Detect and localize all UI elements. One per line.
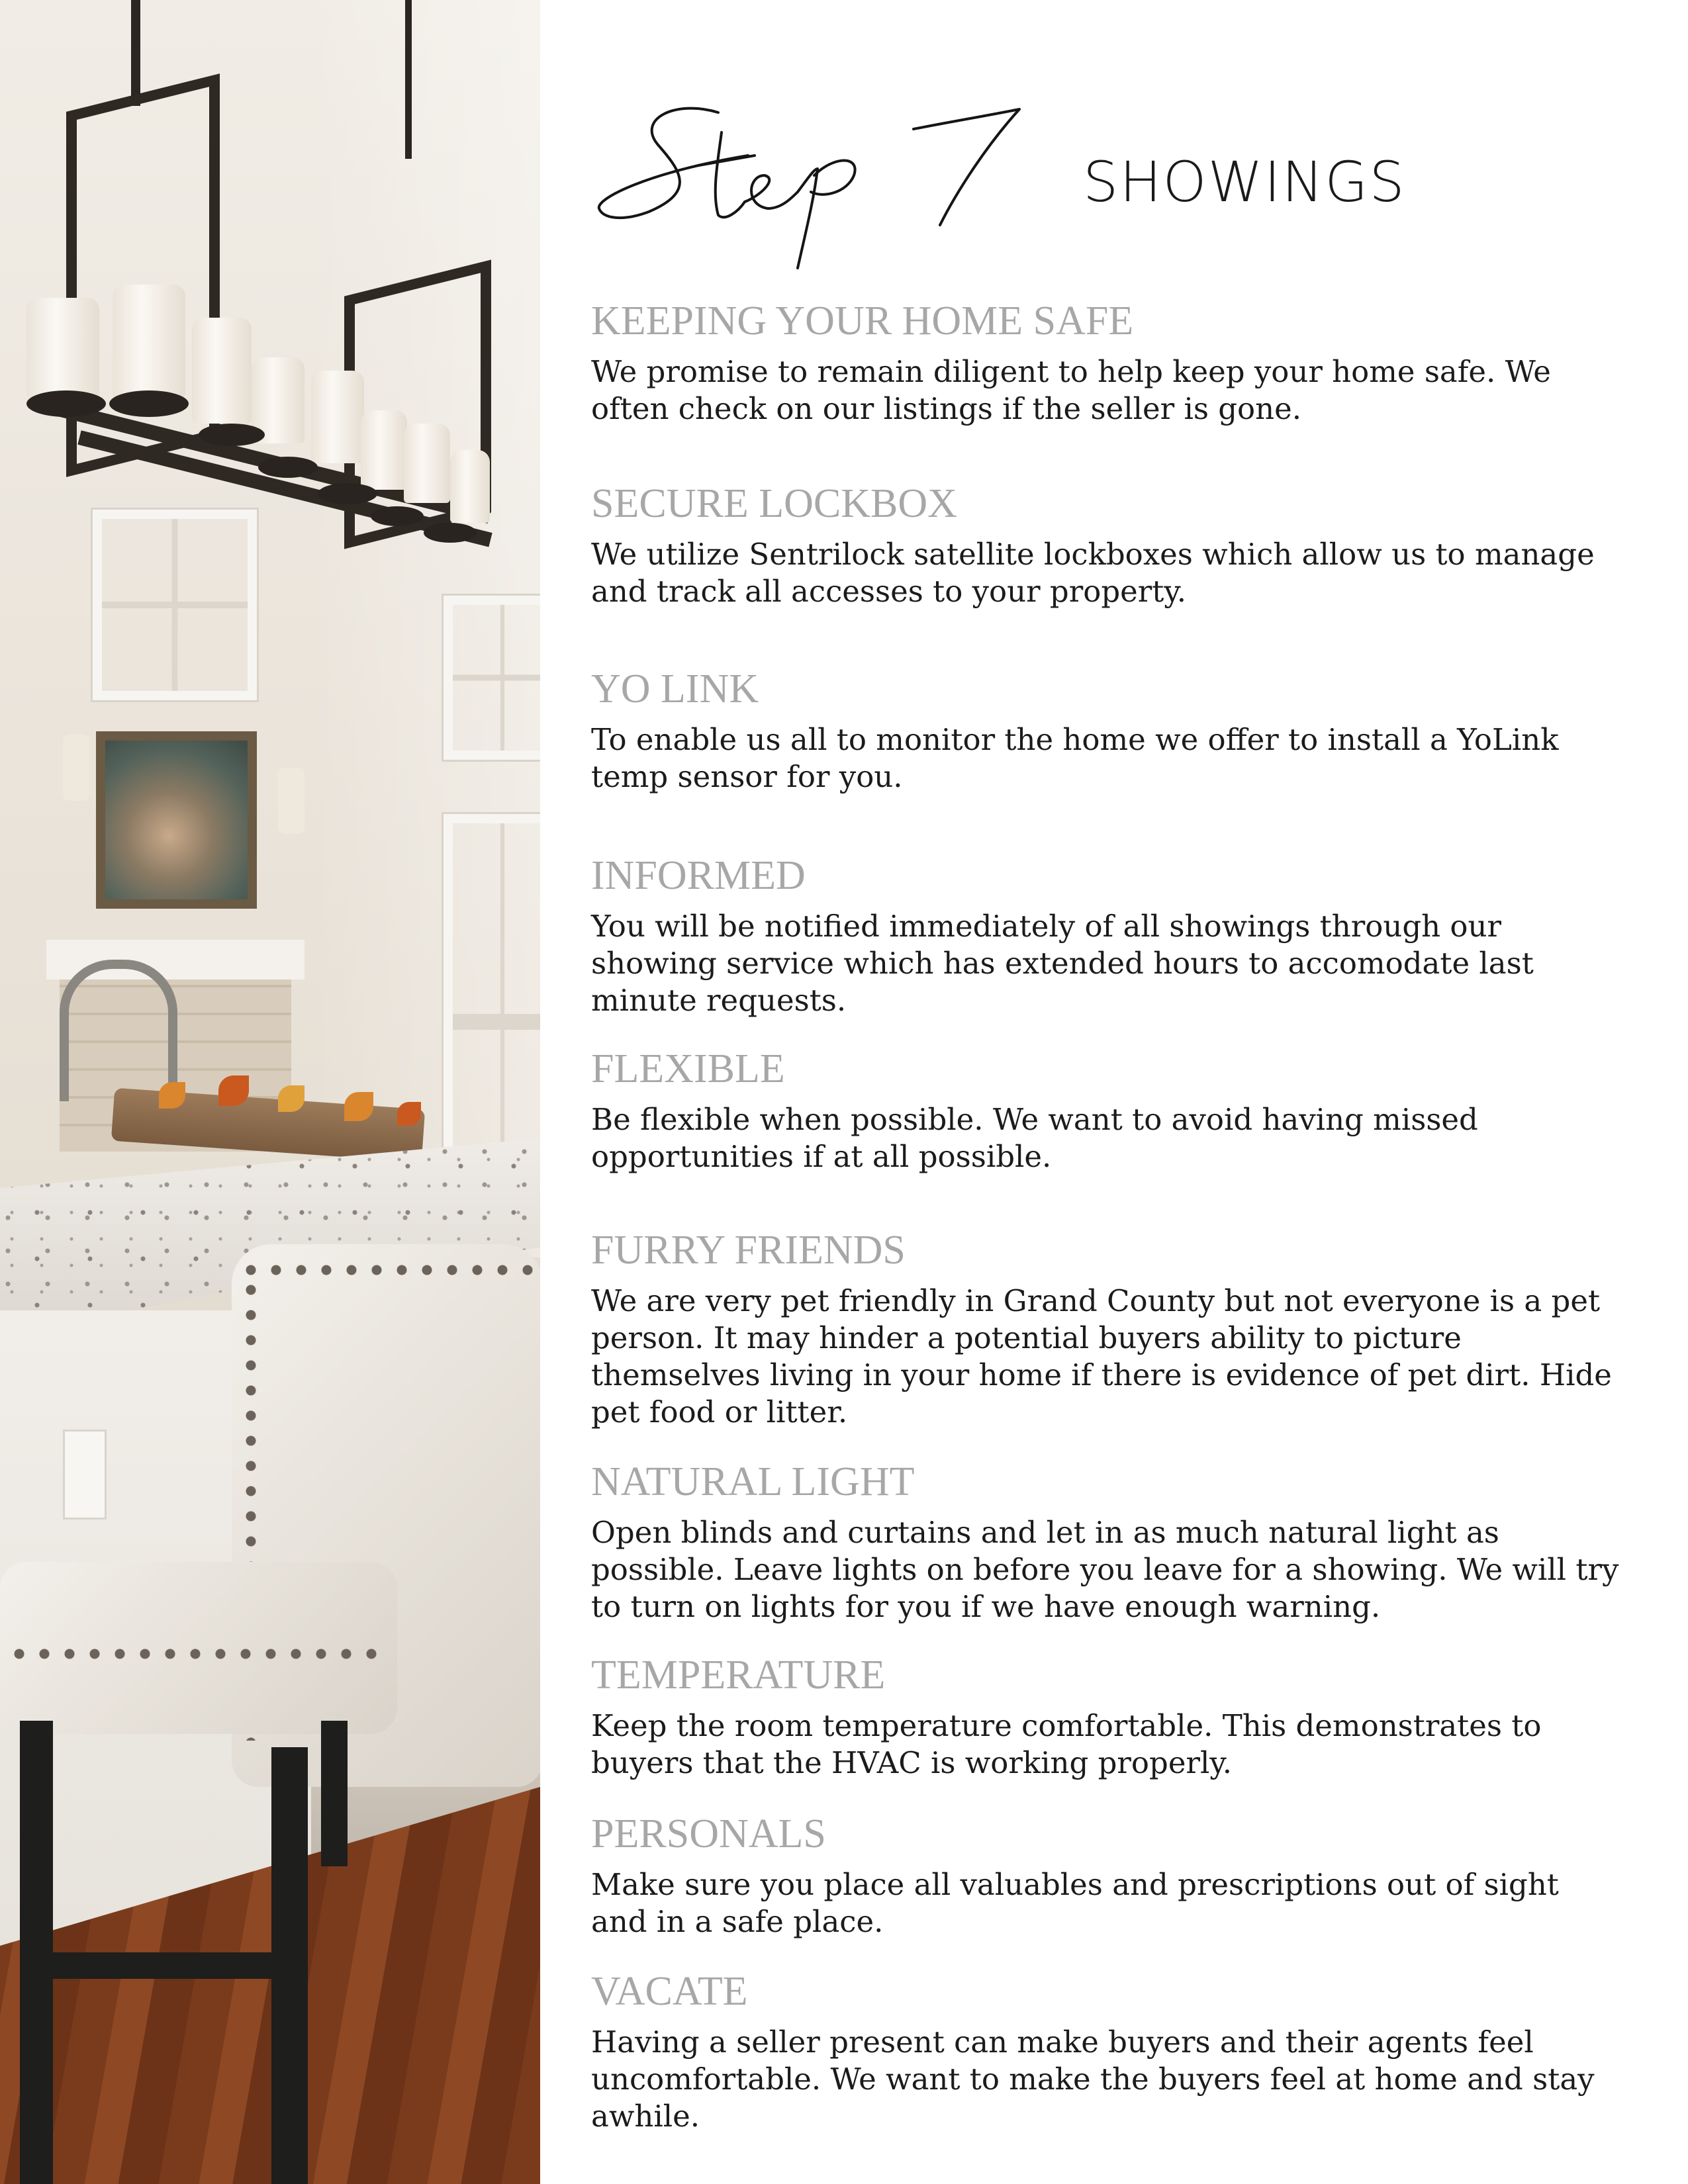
section-heading: SECURE LOCKBOX — [591, 481, 957, 526]
section-body: To enable us all to monitor the home we offer to install a YoLink temp sensor for you. — [591, 722, 1559, 794]
candle — [404, 424, 450, 503]
candle-cup — [318, 483, 377, 504]
section-body: Having a seller present can make buyers and their agents feel uncomfortable. We want to make the buyers feel at home and stay awhile. — [591, 2025, 1595, 2134]
section-heading: PERSONALS — [591, 1811, 826, 1856]
leaf — [397, 1102, 421, 1126]
leaf — [278, 1085, 305, 1112]
section-body: Open blinds and curtains and let in as much natural light as possible. Leave lights on before you leave for a showing. We will try to turn on lights for you if we have enough warning. — [591, 1515, 1619, 1624]
section-temperature — [591, 1652, 1624, 1782]
section-secure-lockbox — [591, 480, 1624, 610]
section-body: Make sure you place all valuables and prescriptions out of sight and in a safe place. — [591, 1867, 1559, 1939]
leaf — [344, 1092, 373, 1121]
wall-sconce-right — [278, 768, 305, 834]
upper-window-left — [93, 510, 257, 700]
candle — [361, 410, 407, 490]
section-heading: VACATE — [591, 1969, 748, 2014]
section-flexible — [591, 1046, 1624, 1175]
section-body: We promise to remain diligent to help keep your home safe. We often check on our listings if the seller is gone. — [591, 354, 1551, 426]
chandelier-chain — [405, 0, 412, 159]
chair-stretcher — [40, 1952, 291, 1979]
candle — [113, 285, 185, 397]
section-body: We utilize Sentrilock satellite lockboxes which allow us to manage and track all accesses to your property. — [591, 537, 1595, 609]
section-natural-light — [591, 1459, 1624, 1625]
candle — [450, 450, 490, 523]
upper-window-right — [444, 596, 540, 760]
section-heading: YO LINK — [591, 666, 759, 711]
candle-cup — [199, 424, 265, 446]
candle — [26, 298, 99, 397]
page-header — [596, 93, 1456, 291]
section-body: You will be notified immediately of all showings through our showing service which has extended hours to accomodate last minute requests. — [591, 909, 1534, 1018]
candle-cup — [424, 523, 477, 543]
section-body: Be flexible when possible. We want to avoid having missed opportunities if at all possible. — [591, 1102, 1478, 1174]
leaf — [218, 1075, 249, 1106]
section-body: Keep the room temperature comfortable. This demonstrates to buyers that the HVAC is working properly. — [591, 1708, 1542, 1780]
chair-studs-top — [238, 1257, 536, 1283]
candle-cup — [371, 506, 424, 526]
kitchen-photo — [0, 0, 540, 2184]
page-title: SHOWINGS — [1083, 150, 1406, 214]
section-heading: KEEPING YOUR HOME SAFE — [591, 298, 1134, 343]
candle-cup — [26, 390, 106, 417]
candle — [311, 371, 364, 463]
faucet — [60, 960, 177, 1101]
step-script-logo — [596, 93, 1072, 278]
framed-painting — [96, 731, 257, 909]
wall-sconce-left — [63, 735, 89, 801]
candle-cup — [109, 390, 189, 417]
candle — [192, 318, 252, 424]
candle-cup — [258, 457, 318, 478]
chair-leg — [321, 1721, 348, 1866]
section-furry-friends — [591, 1227, 1624, 1431]
section-heading: FLEXIBLE — [591, 1046, 785, 1091]
outlet-plate — [63, 1430, 107, 1520]
chair-studs-seat — [7, 1641, 377, 1666]
section-heading: INFORMED — [591, 853, 806, 898]
chandelier-rod — [131, 0, 140, 106]
leaf — [159, 1082, 185, 1109]
section-yo-link — [591, 666, 1624, 796]
section-keeping-home-safe — [591, 298, 1624, 428]
section-heading: FURRY FRIENDS — [591, 1228, 906, 1273]
section-heading: TEMPERATURE — [591, 1653, 886, 1698]
section-personals — [591, 1811, 1624, 1940]
section-vacate — [591, 1968, 1624, 2135]
section-informed — [591, 852, 1624, 1019]
section-body: We are very pet friendly in Grand County but not everyone is a pet person. It may hinder a potential buyers ability to picture themselves living in your home if there is evidence of pet dirt. Hide pet food or litter. — [591, 1283, 1612, 1430]
section-heading: NATURAL LIGHT — [591, 1459, 915, 1504]
